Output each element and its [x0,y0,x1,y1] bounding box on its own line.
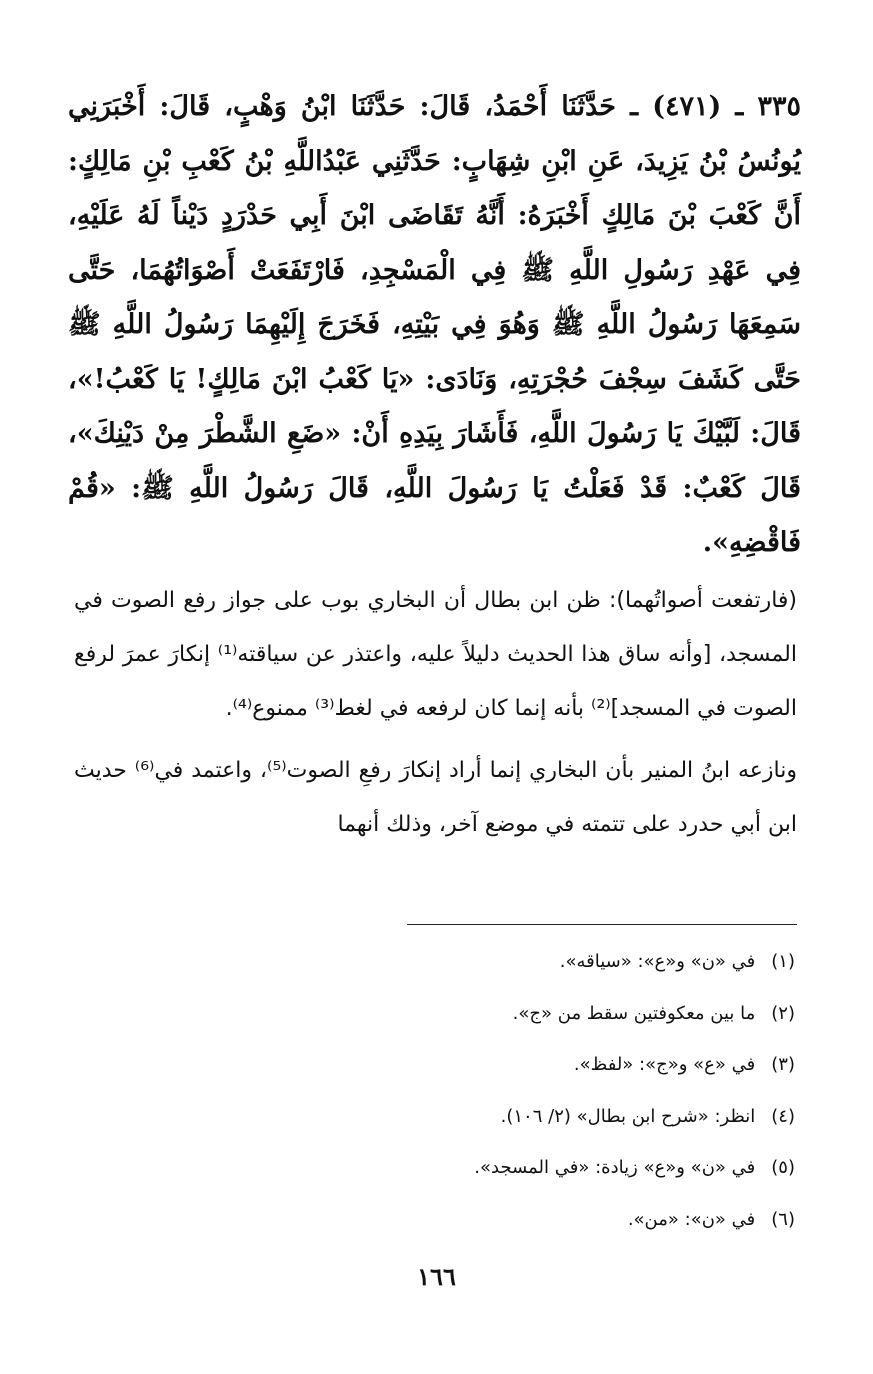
footnote-item [95,1148,795,1200]
commentary-paragraph-2: ونازعه ابنُ المنير بأن البخاري إنما أراد إنكارَ رفعِ الصوت⁽⁵⁾، واعتمد في⁽⁶⁾ حديث ابن أبي حدرد على تتمته في موضع آخر، وذلك أنهما [74,758,797,837]
commentary-block [74,574,797,852]
hadith-text: ٣٣٥ ـ (٤٧١) ـ حَدَّثَنَا أَحْمَدُ، قَالَ: حَدَّثَنَا ابْنُ وَهْبٍ، قَالَ: أَخْبَرَنِي يُونُسُ بْنُ يَزِيدَ، عَنِ ابْنِ شِهَابٍ: حَدَّثَنِي عَبْدُاللَّهِ بْنُ كَعْبِ بْنِ مَالِكٍ: أَنَّ كَعْبَ بْنَ مَالِكٍ أَخْبَرَهُ: أَنَّهُ تَقَاضَى ابْنَ أَبِي حَدْرَدٍ دَيْناً لَهُ عَلَيْهِ، فِي عَهْدِ رَسُولِ اللَّهِ ﷺ فِي الْمَسْجِدِ، فَارْتَفَعَتْ أَصْوَاتُهُمَا، حَتَّى سَمِعَهَا رَسُولُ اللَّهِ ﷺ وَهُوَ فِي بَيْتِهِ، فَخَرَجَ إِلَيْهِمَا رَسُولُ اللَّهِ ﷺ حَتَّى كَشَفَ سِجْفَ حُجْرَتِهِ، وَنَادَى: «يَا كَعْبُ ابْنَ مَالِكٍ! يَا كَعْبُ!»، قَالَ: لَبَّيْكَ يَا رَسُولَ اللَّهِ، فَأَشَارَ بِيَدِهِ أَنْ: «ضَعِ الشَّطْرَ مِنْ دَيْنِكَ»، قَالَ كَعْبٌ: قَدْ فَعَلْتُ يَا رَسُولَ اللَّهِ، قَالَ رَسُولُ اللَّهِ ﷺ: «قُمْ فَاقْضِهِ». [68,91,801,558]
footnote-number: (٥) [771,1157,795,1178]
footnotes-list [95,942,795,1251]
page-number: ١٦٦ [417,1262,456,1291]
footnote-text: في «ع» و«ج»: «لفظ». [573,1054,756,1075]
footnote-text: في «ن» و«ع»: «سياقه». [559,951,756,972]
footnote-number: (١) [771,951,795,972]
commentary-paragraph-1: (فارتفعت أصواتُهما): ظن ابن بطال أن البخاري بوب على جواز رفع الصوت في المسجد، [وأنه ساق هذا الحديث دليلاً عليه، واعتذر عن سياقته⁽¹⁾ إنكارَ عمرَ لرفع الصوت في المسجد]⁽²⁾ بأنه إنما كان لرفعه في لغط⁽³⁾ ممنوع⁽⁴⁾. [74,588,797,721]
footnote-text: في «ن» و«ع» زيادة: «في المسجد». [474,1157,756,1178]
footnote-number: (٦) [771,1208,795,1230]
footnote-item [95,1200,795,1252]
footnote-item [95,1097,795,1149]
footnote-item [95,994,795,1046]
footnote-item [95,1045,795,1097]
footnote-item [95,942,795,994]
footnote-text: في «ن»: «من». [627,1208,756,1230]
footnote-number: (٢) [771,1002,795,1024]
footnote-number: (٣) [771,1054,795,1075]
footnote-divider [407,924,797,925]
footnote-number: (٤) [771,1105,795,1127]
footnote-text: انظر: «شرح ابن بطال» (٢/ ١٠٦). [500,1105,756,1127]
hadith-block [68,80,801,571]
footnote-text: ما بين معكوفتين سقط من «ج». [512,1002,756,1024]
